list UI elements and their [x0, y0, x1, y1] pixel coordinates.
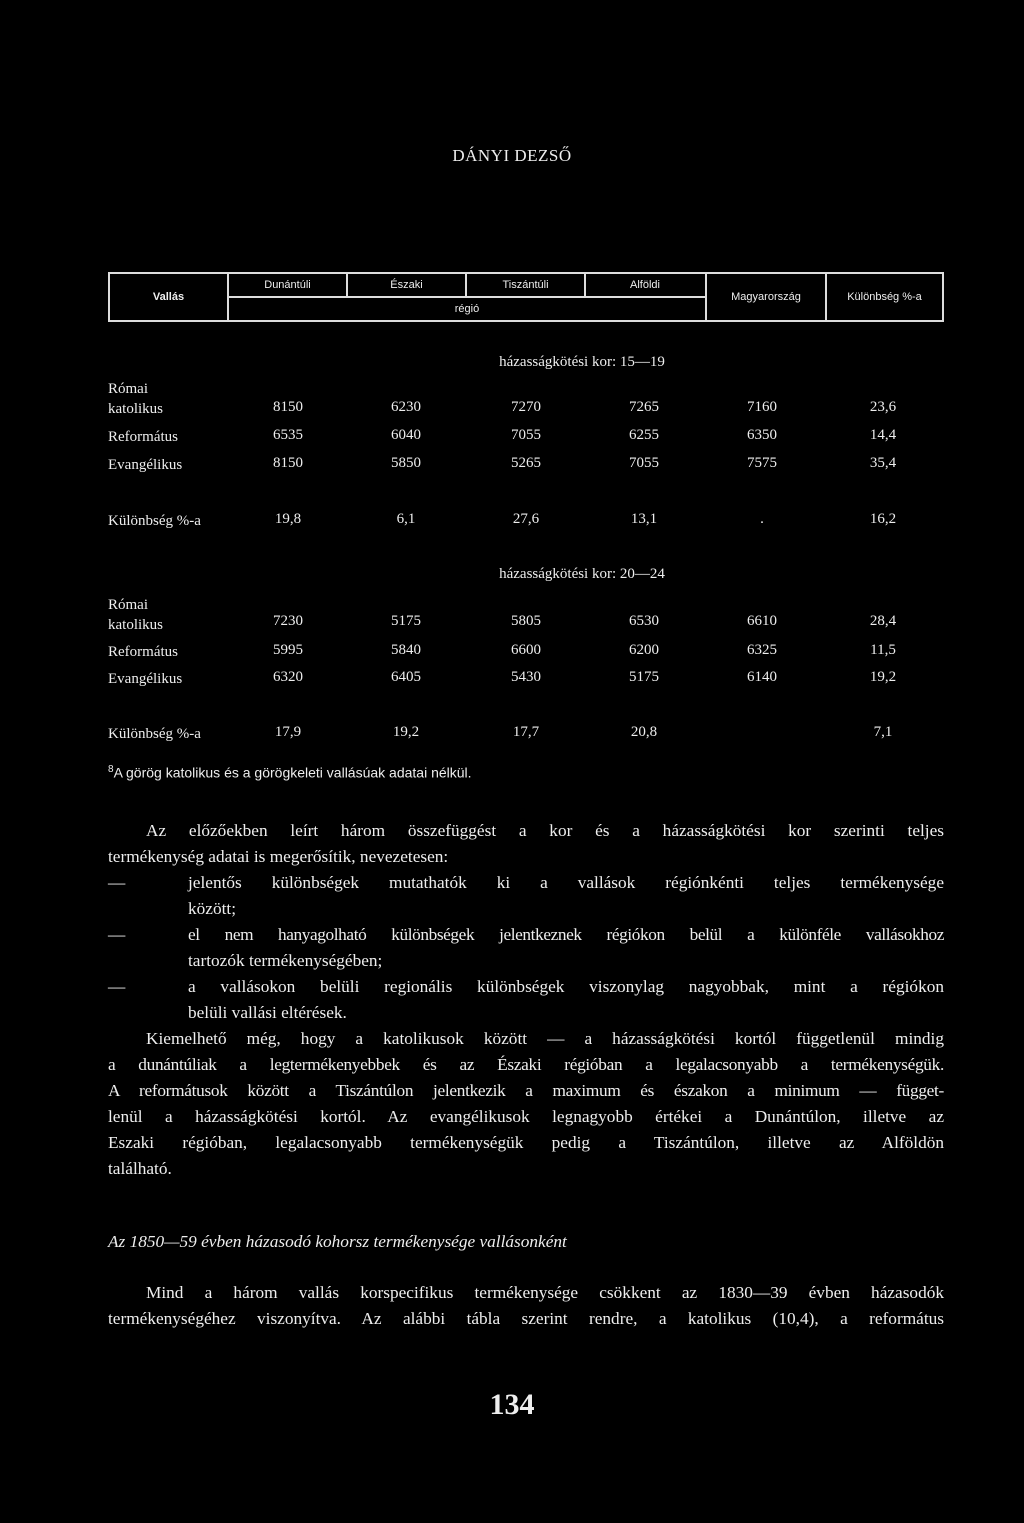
row-label-romai-katolikus: Római katolikus [108, 381, 163, 417]
section-heading: Az 1850—59 évben házasodó kohorsz termékenysége vallásonként [108, 1232, 567, 1251]
row-label-reformatus: Református [108, 644, 178, 660]
para2-line-2: a dunántúliak a legtermékenyebbek és az Északi régióban a legalacsonyabb a termékenységük. [108, 1055, 944, 1074]
row-label-evangelikus: Evangélikus [108, 671, 183, 687]
bullet-3-line-1: a vallásokon belüli regionális különbségek viszonylag nagyobbak, mint a régiókon [188, 977, 944, 996]
intro-line-2: termékenység adatai is megerősítik, nevezetesen: [108, 847, 449, 866]
row-label-romai-katolikus: Római katolikus [108, 597, 163, 633]
dash-3: — [108, 977, 126, 996]
para3-line-2: termékenységéhez viszonyítva. Az alábbi tábla szerint rendre, a katolikus (10,4), a református [108, 1309, 944, 1328]
page-header: DÁNYI DEZSŐ [452, 146, 572, 165]
col-region-alfoldi: Alföldi [630, 279, 660, 291]
intro-line-1: Az előzőekben leírt három összefüggést a kor és a házasságkötési kor szerinti teljes [146, 821, 944, 840]
bullet-2-line-1: el nem hanyagolható különbségek jelentkeznek régiókon belül a különféle vallásokhoz [188, 925, 944, 944]
col-magyarorszag: Magyarország [731, 291, 801, 303]
dash-1: — [108, 873, 126, 892]
para2-line-1: Kiemelhető még, hogy a katolikusok között — a házasságkötési kortól függetlenül mindig [146, 1029, 944, 1048]
para2-line-6: található. [108, 1159, 172, 1178]
para2-line-4: lenül a házasságkötési kortól. Az evangélikusok legnagyobb értékei a Dunántúlon, illetve az [108, 1107, 944, 1126]
para3-line-1: Mind a három vallás korspecifikus termékenysége csökkent az 1830—39 évben házasodók [146, 1283, 944, 1302]
col-kulonbseg: Különbség %-a [847, 291, 922, 303]
row-label-kulonbseg: Különbség %-a [108, 726, 201, 742]
row-label-reformatus: Református [108, 429, 178, 445]
row-label-kulonbseg: Különbség %-a [108, 513, 201, 529]
page-number: 134 [489, 1388, 535, 1421]
bullet-3-line-2: belüli vallási eltérések. [188, 1003, 347, 1022]
dash-2: — [108, 925, 126, 944]
col-region-eszaki: Északi [390, 279, 423, 291]
bullet-2-line-2: tartozók termékenységében; [188, 951, 383, 970]
para2-line-5: Eszaki régióban, legalacsonyabb termékenységük pedig a Tiszántúlon, illetve az Alföldön [108, 1133, 944, 1152]
bullet-1-line-2: között; [188, 899, 236, 918]
table-header [108, 272, 944, 322]
para2-line-3: A reformátusok között a Tiszántúlon jelentkezik a maximum és északon a minimum — függet- [108, 1081, 944, 1100]
section-title-20-24: házasságkötési kor: 20—24 [499, 566, 665, 582]
row-label-evangelikus: Evangélikus [108, 457, 183, 473]
region-label: régió [454, 303, 480, 315]
bullet-1-line-1: jelentős különbségek mutathatók ki a vallások régiónkénti teljes termékenysége [188, 873, 944, 892]
table-footnote: $^8$A görög katolikus és a görögkeleti vallásúak adatai nélkül. [108, 764, 472, 781]
col-region-dunantuli: Dunántúli [264, 279, 311, 291]
col-region-tiszantuli: Tiszántúli [502, 279, 549, 291]
col-vallas: Vallás [152, 291, 185, 303]
section-title-15-19: házasságkötési kor: 15—19 [499, 354, 665, 370]
